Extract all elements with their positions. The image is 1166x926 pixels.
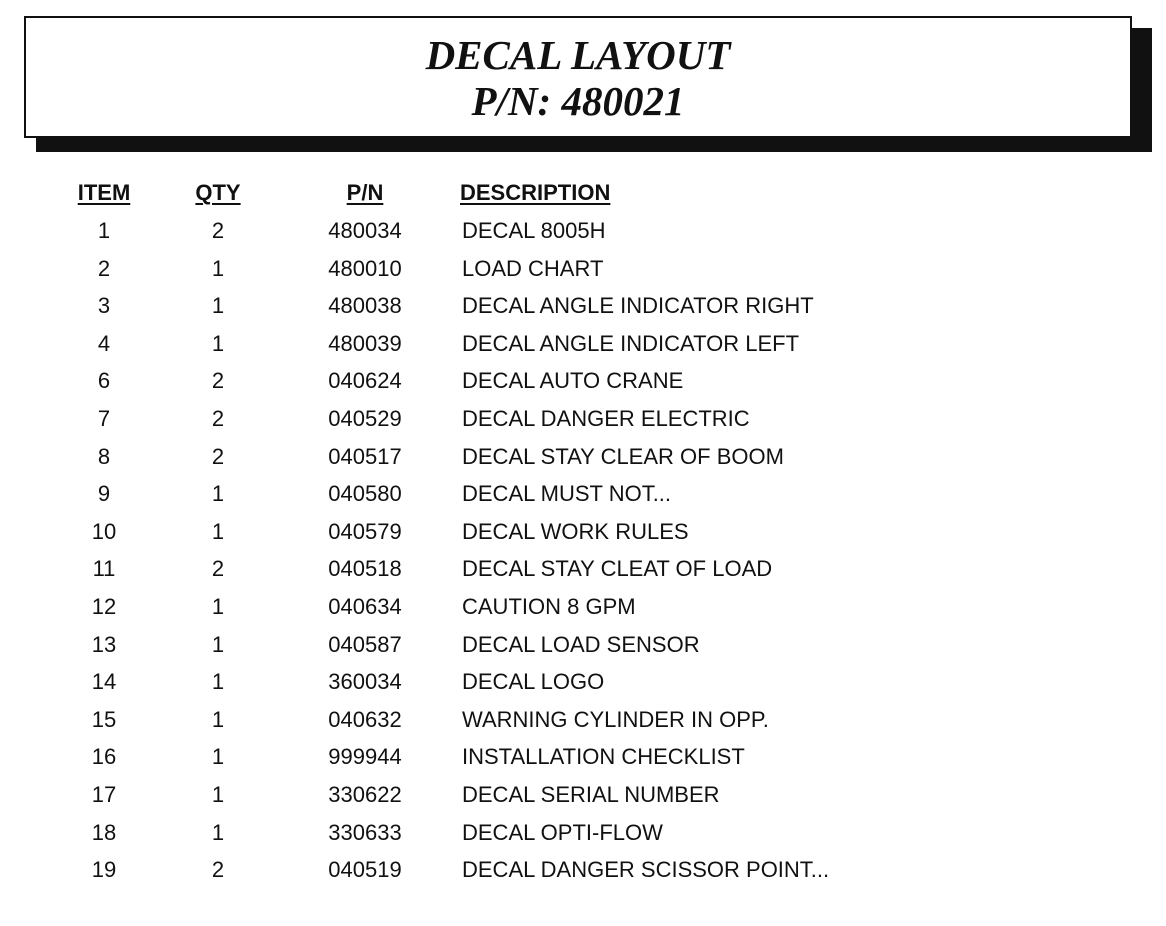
document-part-number: P/N: 480021: [471, 78, 685, 124]
header-qty: QTY: [195, 180, 241, 205]
cell-description: DECAL LOGO: [462, 669, 605, 695]
table-row: [0, 325, 1166, 363]
cell-description: LOAD CHART: [462, 255, 604, 281]
cell-qty: 1: [211, 744, 225, 770]
cell-description: DECAL AUTO CRANE: [462, 368, 684, 394]
cell-qty: 2: [211, 368, 225, 394]
cell-description: DECAL STAY CLEAR OF BOOM: [462, 443, 784, 469]
header-description: DESCRIPTION: [460, 180, 611, 205]
table-row: [0, 851, 1166, 889]
cell-item: 6: [97, 368, 111, 394]
cell-qty: 1: [211, 781, 225, 807]
document-title: DECAL LAYOUT: [425, 32, 731, 78]
cell-qty: 1: [211, 819, 225, 845]
cell-pn: 360034: [328, 669, 402, 695]
table-row: [0, 438, 1166, 476]
cell-pn: 040517: [328, 443, 402, 469]
table-row: [0, 814, 1166, 852]
cell-pn: 040634: [328, 593, 402, 619]
cell-pn: 480039: [328, 330, 402, 356]
table-row: [0, 287, 1166, 325]
table-header-row: [0, 174, 1166, 212]
cell-qty: 1: [211, 669, 225, 695]
table-row: [0, 588, 1166, 626]
cell-pn: 040624: [328, 368, 402, 394]
cell-item: 1: [97, 218, 111, 243]
table-row: [0, 663, 1166, 701]
cell-pn: 040587: [328, 631, 402, 657]
cell-pn: 040632: [328, 706, 402, 732]
cell-qty: 1: [211, 481, 225, 507]
cell-item: 16: [91, 744, 117, 770]
cell-pn: 999944: [328, 744, 402, 770]
cell-item: 11: [92, 556, 116, 582]
cell-item: 13: [91, 631, 117, 657]
cell-item: 4: [97, 330, 111, 356]
table-row: [0, 776, 1166, 814]
cell-description: DECAL WORK RULES: [462, 518, 689, 544]
cell-description: DECAL MUST NOT...: [462, 481, 672, 507]
cell-pn: 040518: [328, 556, 402, 582]
cell-description: DECAL ANGLE INDICATOR RIGHT: [462, 293, 814, 319]
cell-pn: 040529: [328, 405, 402, 431]
cell-item: 14: [91, 669, 117, 695]
cell-description: DECAL STAY CLEAT OF LOAD: [462, 556, 773, 582]
table-row: [0, 626, 1166, 664]
cell-item: 7: [97, 405, 111, 431]
cell-description: DECAL DANGER ELECTRIC: [462, 405, 750, 431]
cell-item: 19: [91, 857, 117, 883]
parts-table: [0, 174, 1166, 889]
cell-pn: 330622: [328, 781, 402, 807]
cell-description: INSTALLATION CHECKLIST: [462, 744, 745, 770]
cell-item: 10: [91, 518, 117, 544]
cell-description: DECAL LOAD SENSOR: [462, 631, 700, 657]
cell-description: WARNING CYLINDER IN OPP.: [462, 706, 769, 732]
table-row: [0, 475, 1166, 513]
cell-pn: 040580: [328, 481, 402, 507]
cell-item: 12: [91, 593, 117, 619]
table-row: [0, 400, 1166, 438]
cell-pn: 480038: [328, 293, 402, 319]
cell-item: 8: [97, 443, 111, 469]
table-row: [0, 362, 1166, 400]
cell-qty: 2: [211, 218, 225, 243]
cell-item: 2: [97, 255, 111, 281]
cell-item: 17: [91, 781, 117, 807]
cell-item: 15: [91, 706, 117, 732]
table-row: [0, 738, 1166, 776]
cell-description: DECAL DANGER SCISSOR POINT...: [462, 857, 830, 883]
cell-pn: 040579: [328, 518, 402, 544]
table-row: [0, 250, 1166, 288]
cell-item: 9: [97, 481, 111, 507]
cell-qty: 1: [211, 293, 225, 319]
cell-qty: 1: [211, 631, 225, 657]
title-box: [24, 16, 1132, 138]
cell-item: 18: [91, 819, 117, 845]
cell-qty: 1: [211, 255, 225, 281]
cell-qty: 1: [211, 518, 225, 544]
cell-qty: 2: [211, 405, 225, 431]
cell-qty: 2: [211, 443, 225, 469]
table-body: [0, 212, 1166, 889]
cell-qty: 2: [211, 556, 225, 582]
table-row: [0, 212, 1166, 250]
cell-qty: 2: [211, 857, 225, 883]
cell-pn: 480034: [328, 218, 402, 243]
cell-description: DECAL SERIAL NUMBER: [462, 781, 720, 807]
table-row: [0, 550, 1166, 588]
cell-pn: 330633: [328, 819, 402, 845]
header-item: ITEM: [77, 180, 131, 205]
cell-item: 3: [97, 293, 111, 319]
cell-description: DECAL OPTI-FLOW: [462, 819, 663, 845]
table-row: [0, 701, 1166, 739]
cell-qty: 1: [211, 706, 225, 732]
cell-pn: 040519: [328, 857, 402, 883]
cell-qty: 1: [211, 593, 225, 619]
cell-description: DECAL 8005H: [462, 218, 606, 243]
table-row: [0, 513, 1166, 551]
cell-pn: 480010: [328, 255, 402, 281]
cell-description: DECAL ANGLE INDICATOR LEFT: [462, 330, 800, 356]
cell-description: CAUTION 8 GPM: [462, 593, 636, 619]
header-pn: P/N: [346, 180, 384, 205]
cell-qty: 1: [211, 330, 225, 356]
